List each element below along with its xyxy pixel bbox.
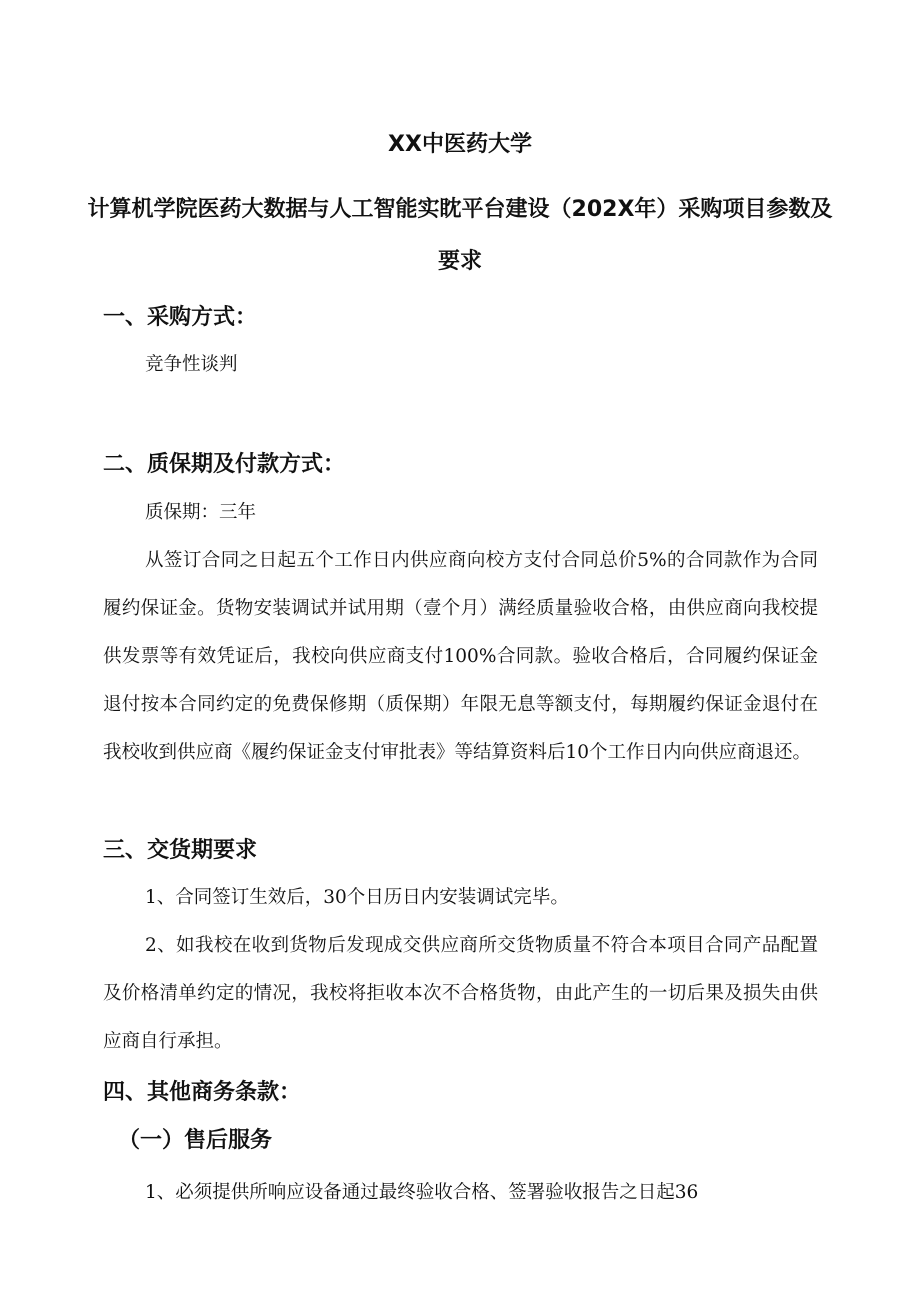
procurement-method-text: 竞争性谈判 <box>145 354 238 375</box>
section-heading-delivery: 三、交货期要求 <box>103 838 258 863</box>
subsection-heading-after-sales: （一）售后服务 <box>118 1128 273 1153</box>
payment-terms-paragraph: 从签订合同之日起五个工作日内供应商向校方支付合同总价5%的合同款作为合同履约保证金。货物安装调试并试用期（壹个月）满经质量验收合格，由供应商向我校提供发票等有效凭证后，我校向供应商支付100%合同款。验收合格后，合同履约保证金退付按本合同约定的免费保修期（质保期）年限无息等额支付，每期履约保证金退付在我校收到供应商《履约保证金支付审批表》等结算资料后10个工作日内向供应商退还。 <box>103 550 818 763</box>
document-title: XX中医药大学 <box>388 132 532 157</box>
section-heading-warranty-payment: 二、质保期及付款方式： <box>103 452 346 477</box>
after-sales-item-1: 1、必须提供所响应设备通过最终验收合格、签署验收报告之日起36 <box>145 1182 699 1203</box>
delivery-item-1: 1、合同签订生效后，30个日历日内安装调试完毕。 <box>145 887 569 908</box>
delivery-item-2: 2、如我校在收到货物后发现成交供应商所交货物质量不符合本项目合同产品配置及价格清单约定的情况，我校将拒收本次不合格货物，由此产生的一切后果及损失由供应商自行承担。 <box>103 935 818 1052</box>
section-heading-other-terms: 四、其他商务条款： <box>103 1080 302 1105</box>
section-heading-procurement-method: 一、采购方式： <box>103 305 258 330</box>
warranty-period-text: 质保期：三年 <box>145 502 257 523</box>
document-subtitle: 计算机学院医药大数据与人工智能实眈平台建设（202X年）采购项目参数及要求 <box>87 197 833 274</box>
